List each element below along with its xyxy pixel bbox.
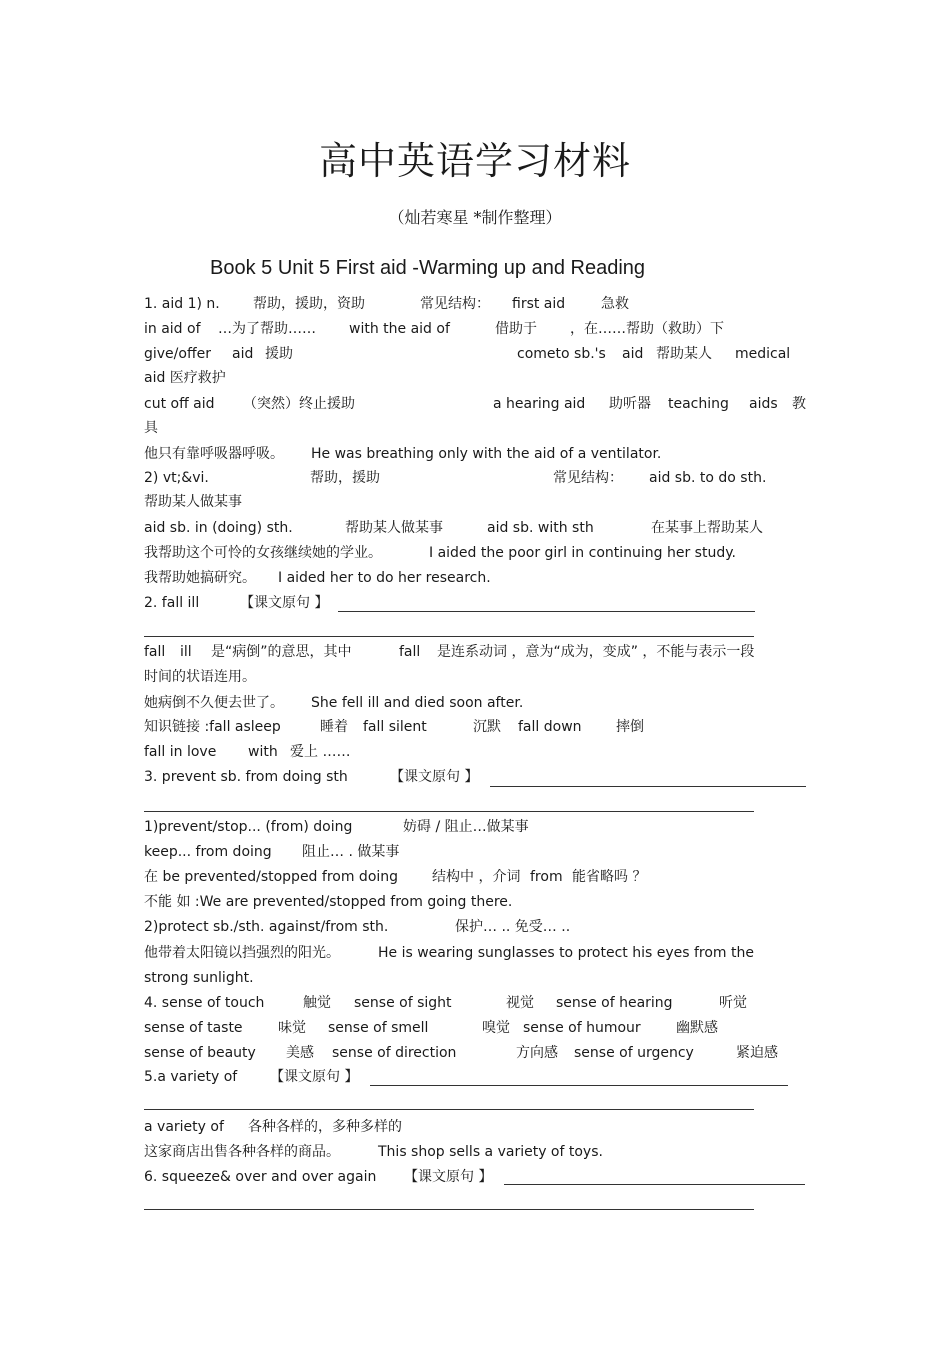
text-segment: fall silent <box>363 719 427 735</box>
text-segment: 味觉 <box>278 1020 306 1036</box>
answer-blank-line <box>144 1209 754 1210</box>
text-segment: aids <box>749 396 778 412</box>
text-segment: ill <box>180 644 192 660</box>
text-segment: 5.a variety of <box>144 1069 238 1085</box>
text-segment: fall <box>144 644 166 660</box>
text-segment: 不能 如 :We are prevented/stopped from going there. <box>144 894 513 910</box>
text-segment: I aided the poor girl in continuing her study. <box>429 545 736 561</box>
text-segment: with the aid of <box>349 321 450 337</box>
text-segment: 方向感 <box>516 1045 558 1061</box>
text-segment: sense of hearing <box>556 995 673 1011</box>
text-segment: 时间的状语连用。 <box>144 669 256 685</box>
text-segment: 【课文原句 】 <box>240 595 329 611</box>
text-segment: aid sb. in (doing) sth. <box>144 520 293 536</box>
text-segment: 6. squeeze& over and over again <box>144 1169 377 1185</box>
answer-blank-line <box>144 1109 754 1110</box>
text-segment: 帮助某人 <box>656 346 712 362</box>
answer-blank-line <box>370 1085 788 1086</box>
text-segment: 我帮助她搞研究。 <box>144 570 256 586</box>
answer-blank-line <box>490 786 806 787</box>
text-segment: a hearing aid <box>493 396 586 412</box>
text-segment: I aided her to do her research. <box>278 570 491 586</box>
text-segment: 在 be prevented/stopped from doing <box>144 869 399 885</box>
text-segment: 阻止… . 做某事 <box>302 844 400 860</box>
text-segment: 具 <box>144 420 158 436</box>
text-segment: 他带着太阳镜以挡强烈的阳光。 <box>144 945 340 961</box>
text-segment: 这家商店出售各种各样的商品。 <box>144 1144 340 1160</box>
text-segment: sense of urgency <box>574 1045 694 1061</box>
text-segment: cut off aid <box>144 396 215 412</box>
text-segment: 睡着 <box>320 719 348 735</box>
text-segment: 4. sense of touch <box>144 995 265 1011</box>
text-segment: in aid of <box>144 321 201 337</box>
text-segment: 2)protect sb./sth. against/from sth. <box>144 919 389 935</box>
text-segment: 能省略吗 ？ <box>572 869 647 885</box>
text-segment: fall in love <box>144 744 217 760</box>
text-segment: 1. aid 1) n. <box>144 296 220 312</box>
text-segment: 保护… .. 免受… .. <box>455 919 571 935</box>
text-segment: He was breathing only with the aid of a ventilator. <box>311 446 662 462</box>
text-segment: medical <box>735 346 791 362</box>
text-segment: 是“病倒”的意思，其中 <box>211 644 352 660</box>
answer-blank-line <box>338 611 755 612</box>
text-segment: 帮助某人做某事 <box>144 494 242 510</box>
text-segment: 沉默 <box>473 719 501 735</box>
text-segment: fall <box>399 644 421 660</box>
text-segment: 【课文原句 】 <box>390 769 479 785</box>
text-segment: cometo sb.'s <box>517 346 606 362</box>
text-segment: 【课文原句 】 <box>404 1169 493 1185</box>
text-segment: 教 <box>792 396 806 412</box>
text-segment: （突然）终止援助 <box>243 396 355 412</box>
text-segment: first aid <box>512 296 566 312</box>
text-segment: 助听器 <box>609 396 651 412</box>
text-segment: give/offer <box>144 346 211 362</box>
text-segment: 幽默感 <box>676 1020 718 1036</box>
text-segment: 【课文原句 】 <box>270 1069 359 1085</box>
text-segment: 常见结构： <box>420 296 490 312</box>
text-segment: a variety of <box>144 1119 224 1135</box>
text-segment: 他只有靠呼吸器呼吸。 <box>144 446 284 462</box>
page-title: 高中英语学习材料 <box>318 139 631 183</box>
answer-blank-line <box>144 811 754 812</box>
text-segment: She fell ill and died soon after. <box>311 695 524 711</box>
text-segment: 知识链接 :fall asleep <box>144 719 281 735</box>
text-segment: with <box>248 744 278 760</box>
text-segment: sense of smell <box>328 1020 429 1036</box>
unit-heading: Book 5 Unit 5 First aid -Warming up and Reading <box>210 257 646 279</box>
text-segment: 各种各样的，多种多样的 <box>248 1119 402 1135</box>
text-segment: 2. fall ill <box>144 595 200 611</box>
text-segment: 在某事上帮助某人 <box>651 520 763 536</box>
text-segment: keep... from doing <box>144 844 272 860</box>
text-segment: 常见结构： <box>553 470 623 486</box>
text-segment: sense of beauty <box>144 1045 256 1061</box>
text-segment: strong sunlight. <box>144 970 254 986</box>
text-segment: 紧迫感 <box>736 1045 778 1061</box>
text-segment: 帮助，援助 <box>310 470 380 486</box>
text-segment: 借助于 <box>495 321 537 337</box>
text-segment: aid sb. with sth <box>487 520 594 536</box>
text-segment: 1)prevent/stop... (from) doing <box>144 819 353 835</box>
text-segment: 援助 <box>265 346 293 362</box>
text-segment: aid 医疗救护 <box>144 370 226 386</box>
text-segment: 是连系动词 ，意为“成为，变成” ，不能与表示一段 <box>437 644 755 660</box>
text-segment: He is wearing sunglasses to protect his eyes from the <box>378 945 754 961</box>
text-segment: 3. prevent sb. from doing sth <box>144 769 348 785</box>
text-segment: sense of taste <box>144 1020 243 1036</box>
text-segment: sense of sight <box>354 995 452 1011</box>
text-segment: aid sb. to do sth. <box>649 470 767 486</box>
text-segment: 2) vt;&vi. <box>144 470 209 486</box>
answer-blank-line <box>144 636 754 637</box>
text-segment: 摔倒 <box>616 719 644 735</box>
text-segment: 她病倒不久便去世了。 <box>144 695 284 711</box>
text-segment: 结构中 ，介词 <box>432 869 521 885</box>
text-segment: teaching <box>668 396 729 412</box>
text-segment: 帮助某人做某事 <box>345 520 443 536</box>
text-segment: fall down <box>518 719 582 735</box>
text-segment: from <box>530 869 563 885</box>
text-segment: aid <box>232 346 254 362</box>
answer-blank-line <box>504 1184 805 1185</box>
page-subtitle: （灿若寒星 *制作整理） <box>388 208 562 227</box>
text-segment: 嗅觉 <box>482 1020 510 1036</box>
text-segment: ，在……帮助（救助）下 <box>570 321 724 337</box>
text-segment: This shop sells a variety of toys. <box>378 1144 603 1160</box>
text-segment: 妨碍 / 阻止…做某事 <box>403 819 529 835</box>
text-segment: sense of humour <box>523 1020 641 1036</box>
text-segment: 听觉 <box>719 995 747 1011</box>
text-segment: 视觉 <box>506 995 534 1011</box>
text-segment: aid <box>622 346 644 362</box>
text-segment: 爱上 …… <box>290 744 351 760</box>
text-segment: sense of direction <box>332 1045 457 1061</box>
text-segment: 美感 <box>286 1045 314 1061</box>
text-segment: 急救 <box>601 296 629 312</box>
text-segment: 我帮助这个可怜的女孩继续她的学业。 <box>144 545 382 561</box>
text-segment: 帮助，援助，资助 <box>253 296 365 312</box>
text-segment: …为了帮助…… <box>218 321 316 337</box>
text-segment: 触觉 <box>303 995 331 1011</box>
